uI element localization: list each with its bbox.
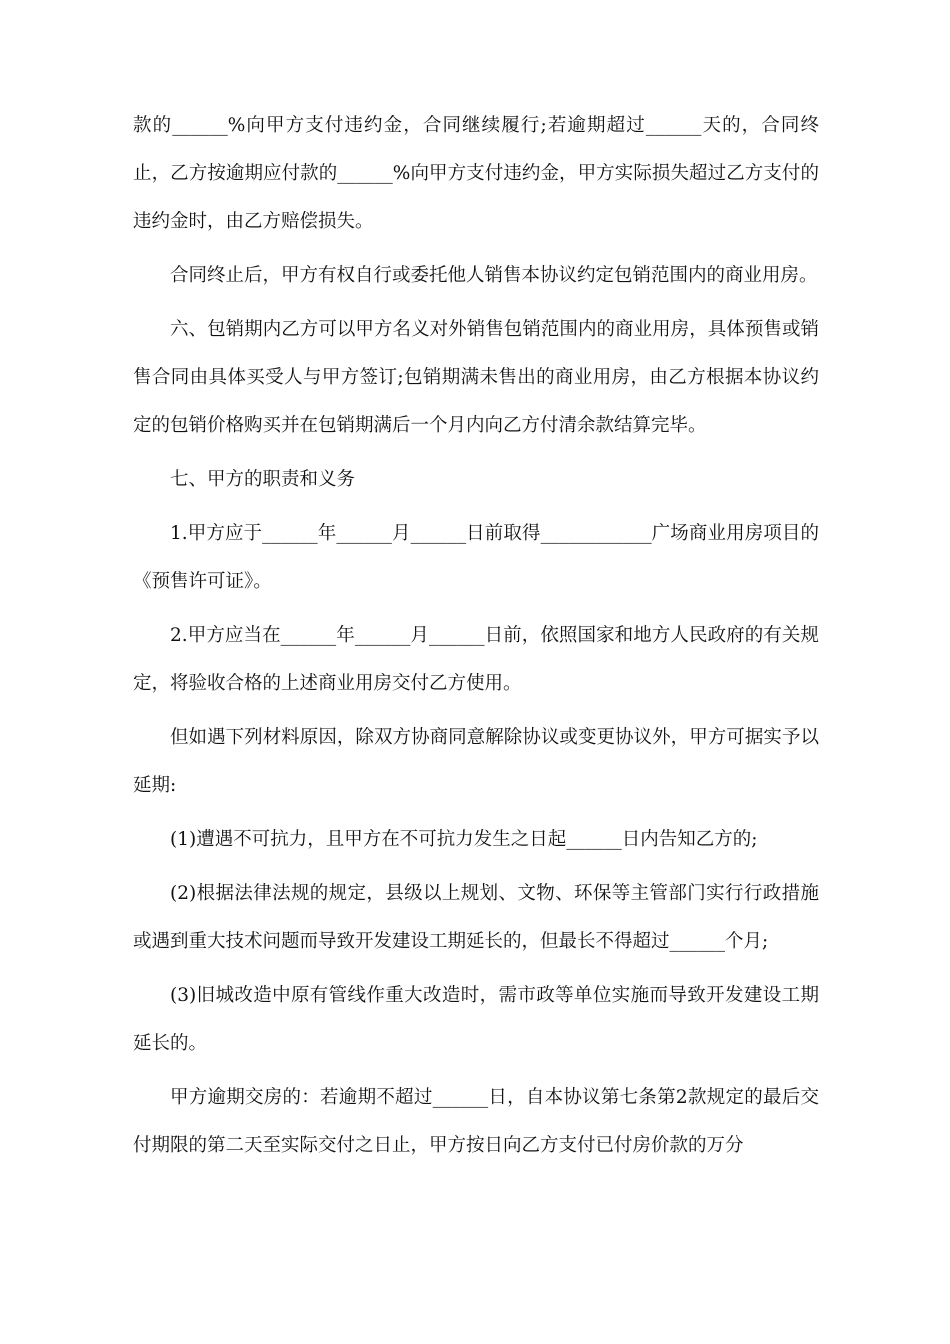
clause-7-1-presale-permit: 1.甲方应于______年______月______日前取得____________广场商业用房项目的《预售许可证》。	[133, 523, 819, 592]
paragraph-termination-sales: 合同终止后，甲方有权自行或委托他人销售本协议约定包销范围内的商业用房。	[170, 265, 818, 286]
paragraph-delay-exceptions: 但如遇下列材料原因，除双方协商同意解除协议或变更协议外，甲方可据实予以延期:	[133, 727, 819, 796]
clause-7-2-delivery: 2.甲方应当在______年______月______日前，依照国家和地方人民政府的有关规定，将验收合格的上述商业用房交付乙方使用。	[133, 625, 819, 694]
document-page	[133, 102, 819, 1176]
list-item-regulatory-measures: (2)根据法律法规的规定，县级以上规划、文物、环保等主管部门实行行政措施或遇到重大技术问题而导致开发建设工期延长的，但最长不得超过______个月;	[133, 883, 819, 952]
paragraph-late-delivery: 甲方逾期交房的：若逾期不超过______日，自本协议第七条第2款规定的最后交付期限的第二天至实际交付之日止，甲方按日向乙方支付已付房价款的万分	[133, 1087, 819, 1156]
list-item-force-majeure: (1)遭遇不可抗力，且甲方在不可抗力发生之日起______日内告知乙方的;	[170, 829, 758, 850]
section-heading-seven: 七、甲方的职责和义务	[170, 469, 356, 490]
list-item-pipeline-renovation: (3)旧城改造中原有管线作重大改造时，需市政等单位实施而导致开发建设工期延长的。	[133, 985, 819, 1054]
paragraph-penalty-terms: 款的______%向甲方支付违约金，合同继续履行;若逾期超过______天的，合同终止，乙方按逾期应付款的______%向甲方支付违约金，甲方实际损失超过乙方支付的违约金时，由乙方赔偿损失。	[133, 115, 819, 232]
paragraph-section-six: 六、包销期内乙方可以甲方名义对外销售包销范围内的商业用房，具体预售或销售合同由具体买受人与甲方签订;包销期满未售出的商业用房，由乙方根据本协议约定的包销价格购买并在包销期满后一个月内向乙方付清余款结算完毕。	[133, 319, 819, 436]
